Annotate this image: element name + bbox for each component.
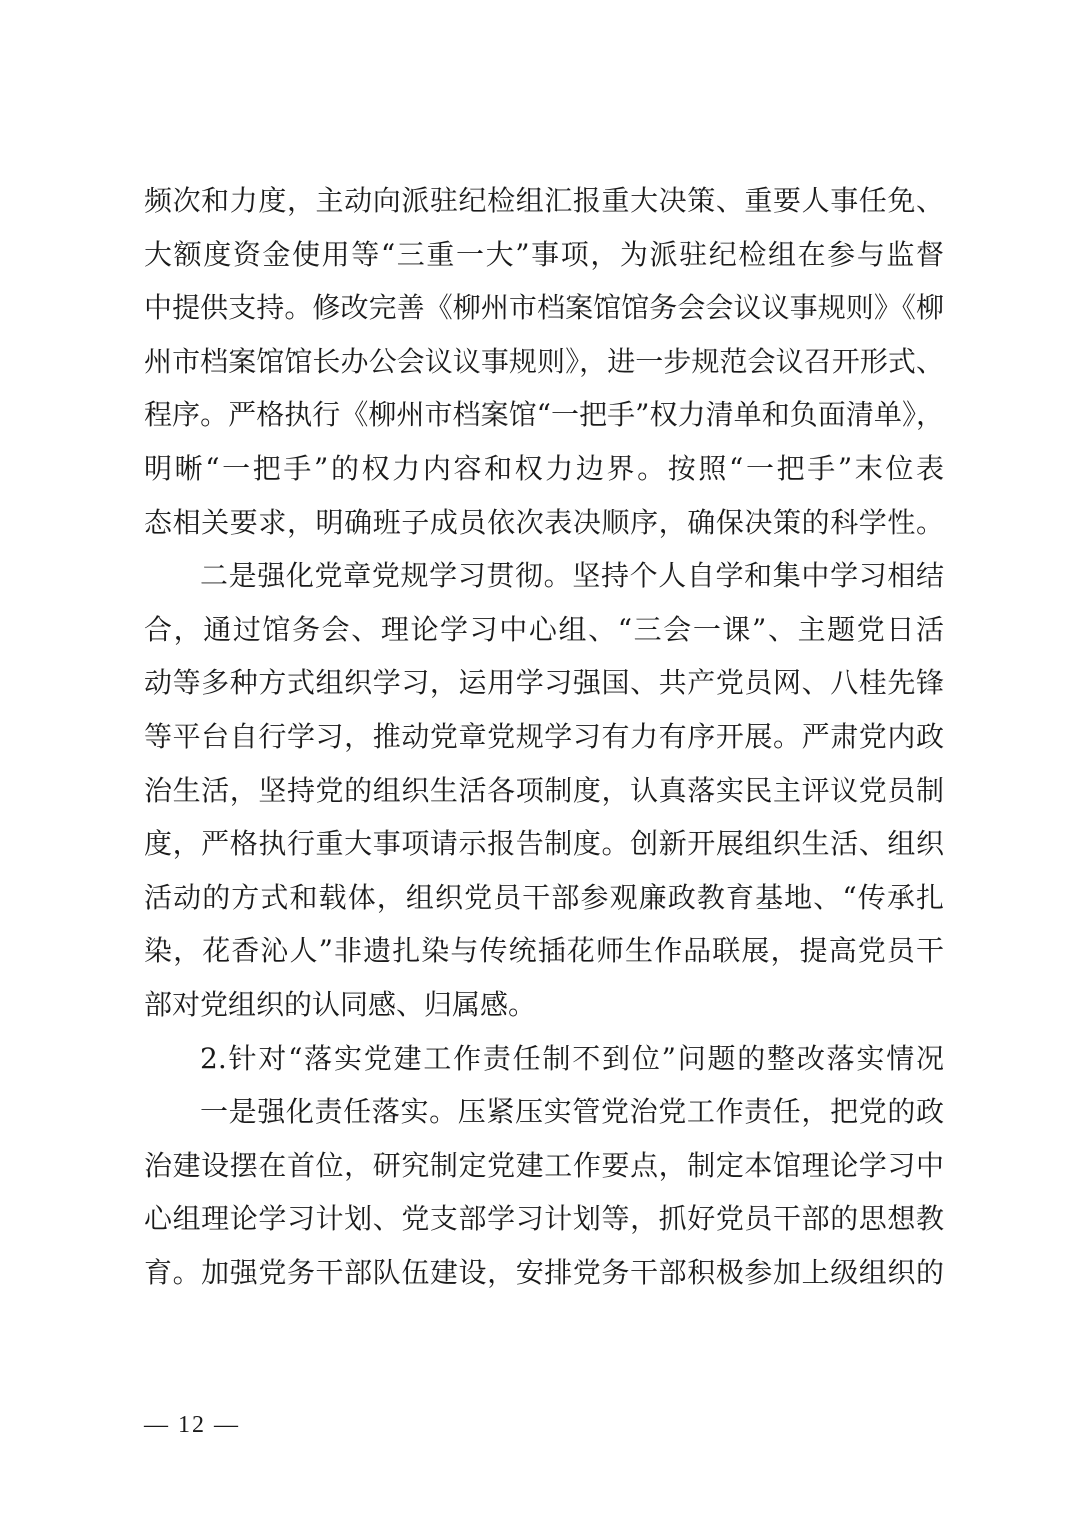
text-line: 明晰“一把手”的权力内容和权力边界。按照“一把手”末位表	[144, 451, 944, 485]
text-line: 心组理论学习计划、党支部学习计划等，抓好党员干部的思想教	[144, 1202, 944, 1236]
text-line: 治建设摆在首位，研究制定党建工作要点，制定本馆理论学习中	[144, 1148, 944, 1182]
text-line: 动等多种方式组织学习，运用学习强国、共产党员网、八桂先锋	[144, 666, 944, 700]
text-line: 一是强化责任落实。压紧压实管党治党工作责任，把党的政	[200, 1095, 944, 1129]
text-line: 度，严格执行重大事项请示报告制度。创新开展组织生活、组织	[144, 827, 944, 861]
body-text	[144, 174, 944, 1299]
page-number: — 12 —	[144, 1412, 240, 1438]
text-line: 活动的方式和载体，组织党员干部参观廉政教育基地、“传承扎	[144, 880, 944, 914]
text-line: 二是强化党章党规学习贯彻。坚持个人自学和集中学习相结	[200, 559, 944, 593]
text-line: 合，通过馆务会、理论学习中心组、“三会一课”、主题党日活	[144, 612, 944, 646]
text-line: 频次和力度，主动向派驻纪检组汇报重大决策、重要人事任免、	[144, 184, 944, 217]
text-line: 态相关要求，明确班子成员依次表决顺序，确保决策的科学性。	[144, 505, 944, 539]
text-line: 染，花香沁人”非遗扎染与传统插花师生作品联展，提高党员干	[144, 934, 944, 968]
text-line: 育。加强党务干部队伍建设，安排党务干部积极参加上级组织的	[144, 1255, 944, 1289]
text-line: 等平台自行学习，推动党章党规学习有力有序开展。严肃党内政	[144, 719, 944, 753]
text-line: 2.针对“落实党建工作责任制不到位”问题的整改落实情况	[200, 1041, 944, 1075]
text-line: 大额度资金使用等“三重一大”事项，为派驻纪检组在参与监督	[144, 237, 944, 271]
text-line: 程序。严格执行《柳州市档案馆“一把手”权力清单和负面清单》，	[144, 398, 944, 432]
text-line: 中提供支持。修改完善《柳州市档案馆馆务会会议议事规则》《柳	[144, 291, 944, 325]
text-line: 州市档案馆馆长办公会议议事规则》，进一步规范会议召开形式、	[144, 344, 944, 378]
text-line: 部对党组织的认同感、归属感。	[144, 987, 537, 1021]
text-line: 治生活，坚持党的组织生活各项制度，认真落实民主评议党员制	[144, 773, 944, 807]
